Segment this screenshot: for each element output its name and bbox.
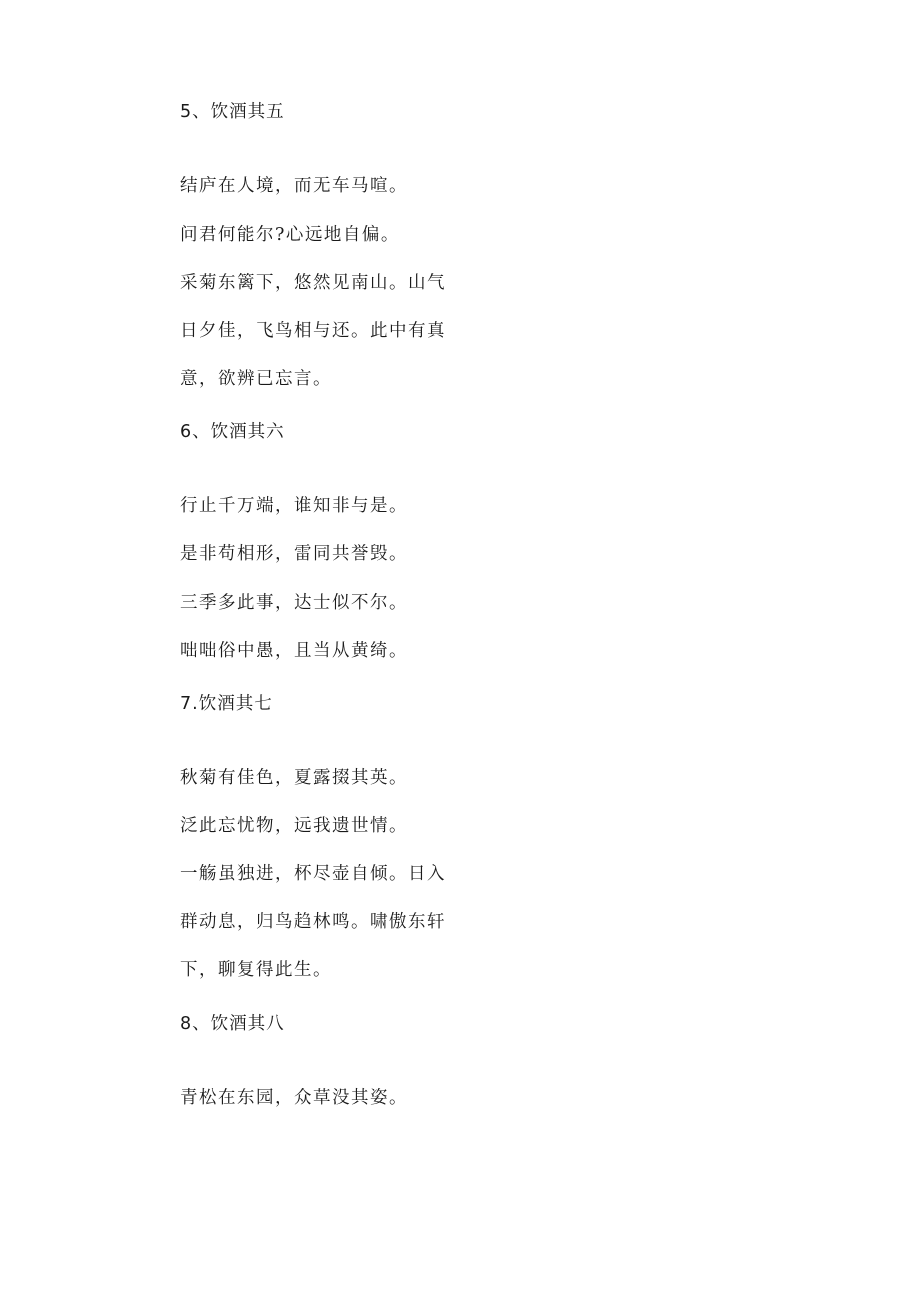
- poem-line: 意，欲辨已忘言。: [180, 369, 332, 389]
- poem-line: 行止千万端，谁知非与是。: [180, 496, 408, 516]
- poem-title: 7.饮酒其七: [180, 694, 273, 714]
- poem-line: 结庐在人境，而无车马喧。: [180, 176, 408, 196]
- poem-title: 6、饮酒其六: [180, 422, 285, 442]
- poem-line: 下，聊复得此生。: [180, 960, 332, 980]
- poem-line: 日夕佳，飞鸟相与还。此中有真: [180, 321, 446, 341]
- poem-line: 青松在东园，众草没其姿。: [180, 1088, 408, 1108]
- poem-line: 秋菊有佳色，夏露掇其英。: [180, 768, 408, 788]
- poem-line: 是非苟相形，雷同共誉毁。: [180, 544, 408, 564]
- poem-line: 三季多此事，达士似不尔。: [180, 593, 408, 613]
- poem-title: 8、饮酒其八: [180, 1014, 285, 1034]
- poem-line: 群动息，归鸟趋林鸣。啸傲东轩: [180, 912, 446, 932]
- poem-line: 问君何能尔?心远地自偏。: [180, 225, 400, 245]
- poem-line: 咄咄俗中愚，且当从黄绮。: [180, 641, 408, 661]
- poem-line: 一觞虽独进，杯尽壶自倾。日入: [180, 864, 446, 884]
- poem-line: 采菊东篱下，悠然见南山。山气: [180, 273, 446, 293]
- poem-line: 泛此忘忧物，远我遗世情。: [180, 816, 408, 836]
- poem-title: 5、饮酒其五: [180, 102, 285, 122]
